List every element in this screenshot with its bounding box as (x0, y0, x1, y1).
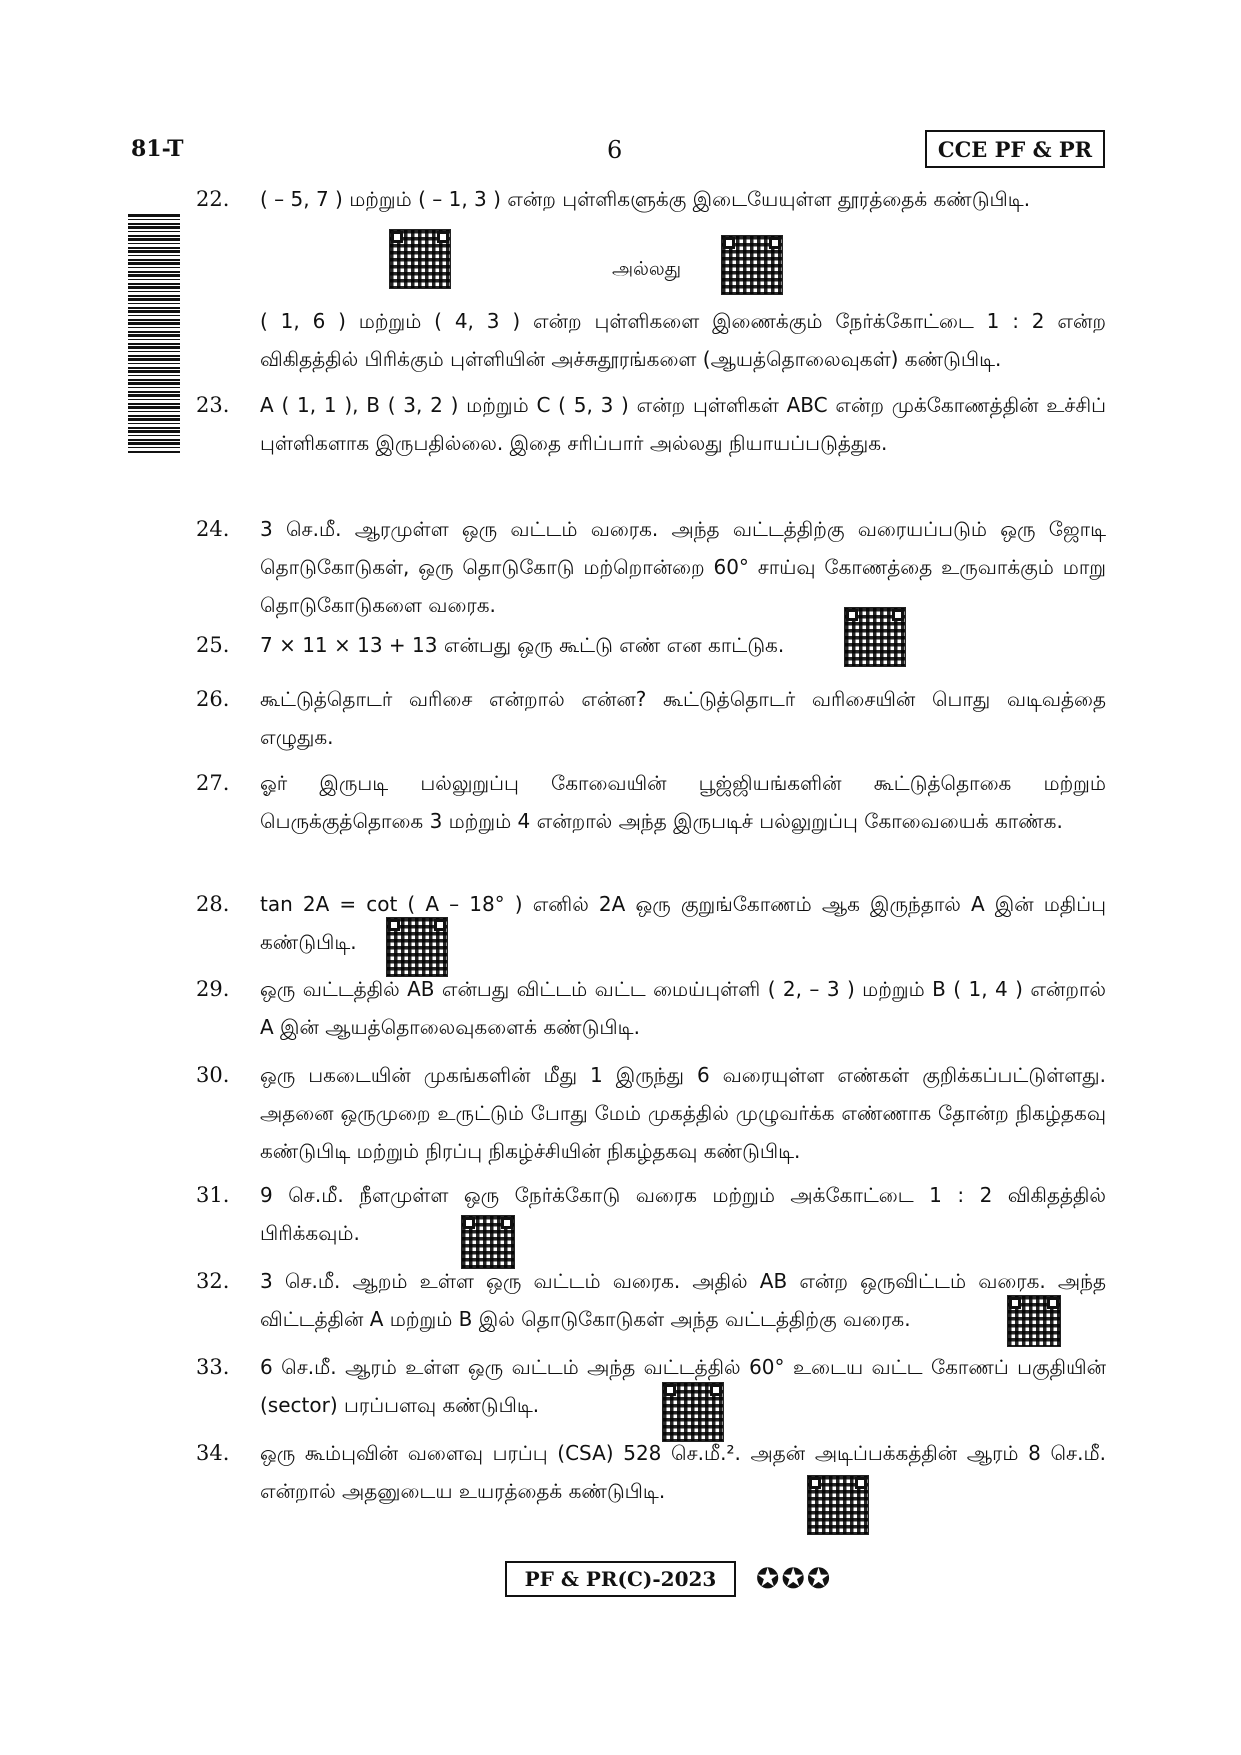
question-number: 24. (196, 517, 230, 541)
question-number: 31. (196, 1183, 230, 1207)
question-32 (196, 1262, 1106, 1338)
question-number: 27. (196, 771, 230, 795)
question-text: ( – 5, 7 ) மற்றும் ( – 1, 3 ) என்ற புள்ளிகளுக்கு இடையேயுள்ள தூரத்தைக் கண்டுபிடி. (260, 187, 1031, 211)
question-30 (196, 1056, 1106, 1170)
question-text: 3 செ.மீ. ஆறம் உள்ள ஒரு வட்டம் வரைக. அதில் AB என்ற ஒருவிட்டம் வரைக. அந்த விட்டத்தின் A மற்றும் B இல் தொடுகோடுகள் அந்த வட்டத்திற்கு வரைக. (260, 1269, 1106, 1331)
question-text: 7 × 11 × 13 + 13 என்பது ஒரு கூட்டு எண் என காட்டுக. (260, 633, 785, 657)
qr-code-icon (722, 236, 782, 294)
question-27 (196, 764, 1106, 840)
qr-code-icon (462, 1216, 514, 1268)
question-number: 34. (196, 1441, 230, 1465)
question-number: 23. (196, 393, 230, 417)
question-23 (196, 386, 1106, 462)
question-text: 9 செ.மீ. நீளமுள்ள ஒரு நேர்க்கோடு வரைக மற்றும் அக்கோட்டை 1 : 2 விகிதத்தில் பிரிக்கவும். (260, 1183, 1106, 1245)
qr-code-icon (390, 230, 450, 288)
question-number: 25. (196, 633, 230, 657)
footer-code: PF & PR(C)-2023 (524, 1567, 717, 1591)
question-text: ஒரு வட்டத்தில் AB என்பது விட்டம் வட்ட மைய்புள்ளி ( 2, – 3 ) மற்றும் B ( 1, 4 ) என்றால் A இன் ஆயத்தொலைவுகளைக் கண்டுபிடி. (260, 977, 1106, 1039)
question-text: 3 செ.மீ. ஆரமுள்ள ஒரு வட்டம் வரைக. அந்த வட்டத்திற்கு வரையப்படும் ஒரு ஜோடி தொடுகோடுகள், ஒரு தொடுகோடு மற்றொன்றை 60° சாய்வு கோணத்தை உருவாக்கும் மாறு தொடுகோடுகளை வரைக. (260, 517, 1106, 617)
page-number: 6 (607, 136, 623, 164)
question-text: ஒரு பகடையின் முகங்களின் மீது 1 இருந்து 6 வரையுள்ள எண்கள் குறிக்கப்பட்டுள்ளது. அதனை ஒருமுறை உருட்டும் போது மேம் முகத்தில் முழுவர்க்க எண்ணாக தோன்ற நிகழ்தகவு கண்டுபிடி மற்றும் நிரப்பு நிகழ்ச்சியின் நிகழ்தகவு கண்டுபிடி. (260, 1063, 1106, 1163)
question-25 (196, 626, 1106, 664)
question-text: ஒரு கூம்புவின் வளைவு பரப்பு (CSA) 528 செ.மீ.². அதன் அடிப்பக்கத்தின் ஆரம் 8 செ.மீ. என்றால் அதனுடைய உயரத்தைக் கண்டுபிடி. (260, 1441, 1106, 1503)
question-24 (196, 510, 1106, 624)
question-33 (196, 1348, 1106, 1424)
question-number: 26. (196, 687, 230, 711)
header-box-label: CCE PF & PR (937, 136, 1093, 162)
question-number: 22. (196, 187, 230, 211)
footer-ornament-icon: ✪✪✪ (756, 1562, 833, 1595)
qr-code-icon (1008, 1296, 1060, 1346)
question-text: A ( 1, 1 ), B ( 3, 2 ) மற்றும் C ( 5, 3 ) என்ற புள்ளிகள் ABC என்ற முக்கோணத்தின் உச்சிப் புள்ளிகளாக இருபதில்லை. இதை சரிப்பார் அல்லது நியாயப்படுத்துக. (260, 393, 1106, 455)
question-26 (196, 680, 1106, 756)
header-code: 81-T (131, 136, 184, 162)
footer-code-box (505, 1561, 736, 1597)
qr-code-icon (845, 608, 905, 666)
qr-code-icon (808, 1476, 868, 1534)
question-31 (196, 1176, 1106, 1252)
question-text: tan 2A = cot ( A – 18° ) எனில் 2A ஒரு குறுங்கோணம் ஆக இருந்தால் A இன் மதிப்பு கண்டுபிடி. (260, 892, 1106, 954)
or-label: அல்லது (612, 258, 682, 280)
question-number: 32. (196, 1269, 230, 1293)
barcode-icon (128, 214, 180, 454)
question-number: 28. (196, 892, 230, 916)
question-number: 30. (196, 1063, 230, 1087)
qr-code-icon (663, 1383, 723, 1441)
qr-code-icon (387, 918, 447, 976)
question-22 (196, 180, 1106, 218)
question-text: 6 செ.மீ. ஆரம் உள்ள ஒரு வட்டம் அந்த வட்டத்தில் 60° உடைய வட்ட கோணப் பகுதியின் (sector) பரப்பளவு கண்டுபிடி. (260, 1355, 1106, 1417)
question-28 (196, 885, 1106, 961)
question-29 (196, 970, 1106, 1046)
question-22-alternative (196, 302, 1106, 378)
question-text: கூட்டுத்தொடர் வரிசை என்றால் என்ன? கூட்டுத்தொடர் வரிசையின் பொது வடிவத்தை எழுதுக. (260, 687, 1106, 749)
question-text: ஓர் இருபடி பல்லுறுப்பு கோவையின் பூஜ்ஜியங்களின் கூட்டுத்தொகை மற்றும் பெருக்குத்தொகை 3 மற்றும் 4 என்றால் அந்த இருபடிச் பல்லுறுப்பு கோவையைக் காண்க. (260, 771, 1106, 833)
question-number: 33. (196, 1355, 230, 1379)
question-34 (196, 1434, 1106, 1510)
question-number: 29. (196, 977, 230, 1001)
header-box (925, 130, 1105, 168)
question-text: ( 1, 6 ) மற்றும் ( 4, 3 ) என்ற புள்ளிகளை இணைக்கும் நேர்க்கோட்டை 1 : 2 என்ற விகிதத்தில் பிரிக்கும் புள்ளியின் அச்சுதூரங்களை (ஆயத்தொலைவுகள்) கண்டுபிடி. (260, 309, 1106, 371)
